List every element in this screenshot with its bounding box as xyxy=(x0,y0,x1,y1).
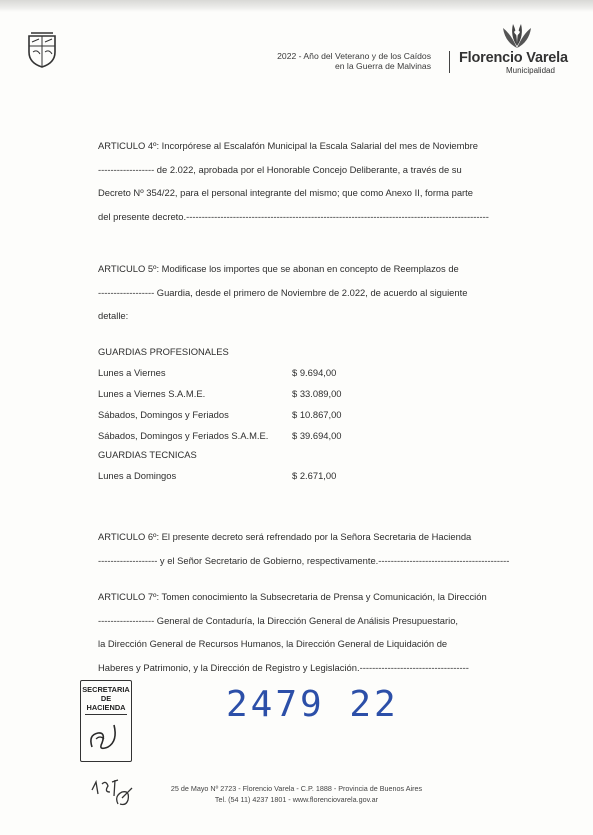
text-line: del presente decreto.------------------------------------------------------------------------------------------------- xyxy=(98,210,489,222)
text-line: ARTICULO 7º: Tomen conocimiento la Subsecretaria de Prensa y Comunicación, la Dirección xyxy=(98,591,487,602)
text-line: ARTICULO 6º: El presente decreto será refrendado por la Señora Secretaria de Hacienda xyxy=(98,531,472,542)
footer-line: 25 de Mayo Nº 2723 - Florencio Varela - C.P. 1888 - Provincia de Buenos Aires xyxy=(170,784,423,793)
guardia-amount: $ 2.671,00 xyxy=(292,470,337,481)
articulo-7 xyxy=(98,585,522,679)
florencio-varela-logo-icon xyxy=(499,20,535,50)
section-heading: GUARDIAS TECNICAS xyxy=(98,449,197,460)
text-line: detalle: xyxy=(98,310,129,321)
header-divider xyxy=(449,51,450,73)
guardia-label: Lunes a Domingos xyxy=(98,470,177,481)
municipal-crest-icon xyxy=(27,32,57,68)
guardia-label: Sábados, Domingos y Feriados S.A.M.E. xyxy=(98,430,269,441)
brand-name: Florencio Varela xyxy=(459,50,568,66)
hacienda-stamp xyxy=(80,680,132,762)
motto-line: en la Guerra de Malvinas xyxy=(334,61,431,71)
section-heading: GUARDIAS PROFESIONALES xyxy=(98,346,229,357)
articulo-6 xyxy=(98,525,522,572)
text-line: ------------------ General de Contaduría, la Dirección General de Análisis Presupuestario, xyxy=(98,614,459,626)
text-line: Decreto Nº 354/22, para el personal integrante del mismo; que como Anexo II, forma parte xyxy=(98,187,473,198)
text-line: ARTICULO 4º: Incorpórese al Escalafón Municipal la Escala Salarial del mes de Noviembre xyxy=(98,140,478,151)
decree-number-stamp: 2479 22 xyxy=(226,684,399,725)
articulo-5 xyxy=(98,257,522,328)
guardia-amount: $ 10.867,00 xyxy=(292,409,342,420)
guardia-label: Sábados, Domingos y Feriados xyxy=(98,409,229,420)
stamp-line-text: DE xyxy=(100,694,112,703)
stamp-line-text: HACIENDA xyxy=(86,703,126,712)
text-line: la Dirección General de Recursos Humanos, la Dirección General de Liquidación de xyxy=(98,638,448,649)
text-line: ARTICULO 5º: Modificase los importes que se abonan en concepto de Reemplazos de xyxy=(98,263,459,274)
brand-subtitle: Municipalidad xyxy=(506,66,555,75)
text-line: ------------------ Guardia, desde el primero de Noviembre de 2.022, de acuerdo al siguiente xyxy=(98,286,468,298)
signature-icon xyxy=(84,717,128,757)
text-line: ------------------- y el Señor Secretario de Gobierno, respectivamente.------------------------------------------ xyxy=(98,554,510,566)
footer-line: Tel. (54 11) 4237 1801 - www.florenciovarela.gov.ar xyxy=(214,795,379,804)
text-line: ------------------ de 2.022, aprobada por el Honorable Concejo Deliberante, a través de su xyxy=(98,163,462,175)
guardia-amount: $ 33.089,00 xyxy=(292,388,342,399)
motto-line: 2022 - Año del Veterano y de los Caídos xyxy=(277,51,431,61)
stamp-line-text: SECRETARIA xyxy=(82,685,130,694)
stamp-text xyxy=(81,685,131,712)
footer-address xyxy=(0,783,593,805)
guardia-amount: $ 39.694,00 xyxy=(292,430,342,441)
guardia-label: Lunes a Viernes xyxy=(98,367,166,378)
stamp-divider xyxy=(85,714,127,715)
scan-top-edge xyxy=(0,0,593,12)
guardias-table xyxy=(98,346,398,486)
guardia-label: Lunes a Viernes S.A.M.E. xyxy=(98,388,206,399)
year-motto xyxy=(171,51,431,71)
articulo-4 xyxy=(98,134,522,228)
text-line: Haberes y Patrimonio, y la Dirección de Registro y Legislación.----------------------------------- xyxy=(98,661,469,673)
guardia-amount: $ 9.694,00 xyxy=(292,367,337,378)
